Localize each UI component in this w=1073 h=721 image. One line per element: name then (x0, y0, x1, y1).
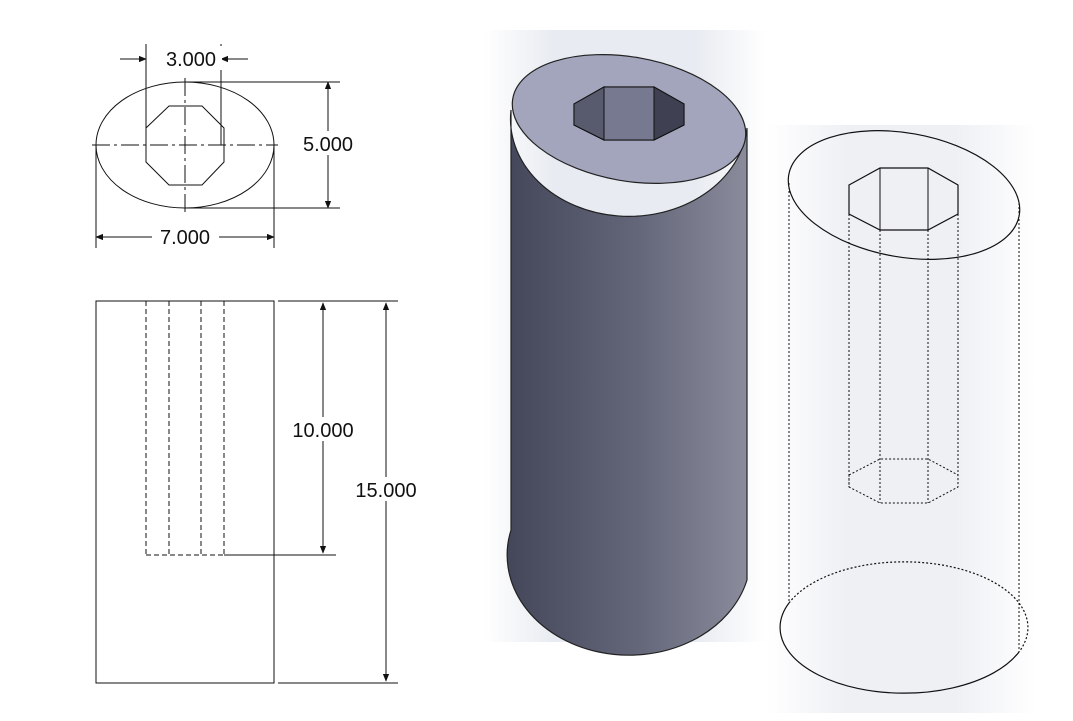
top-view-centerlines (92, 78, 278, 212)
dim-text-3000: 3.000 (165, 49, 217, 71)
wireframe-render (766, 114, 1036, 713)
shaded-hex-wall-center (604, 87, 654, 140)
front-view-outline (96, 301, 274, 683)
dim-text-7000: 7.000 (159, 227, 211, 249)
shaded-render (484, 30, 766, 655)
wireframe-render-background (766, 125, 1036, 713)
dim-text-5000: 5.000 (302, 134, 354, 156)
front-view-hidden-lines (146, 301, 224, 555)
dim-text-10000: 10.000 (292, 420, 354, 442)
dim-text-15000: 15.000 (355, 480, 417, 502)
